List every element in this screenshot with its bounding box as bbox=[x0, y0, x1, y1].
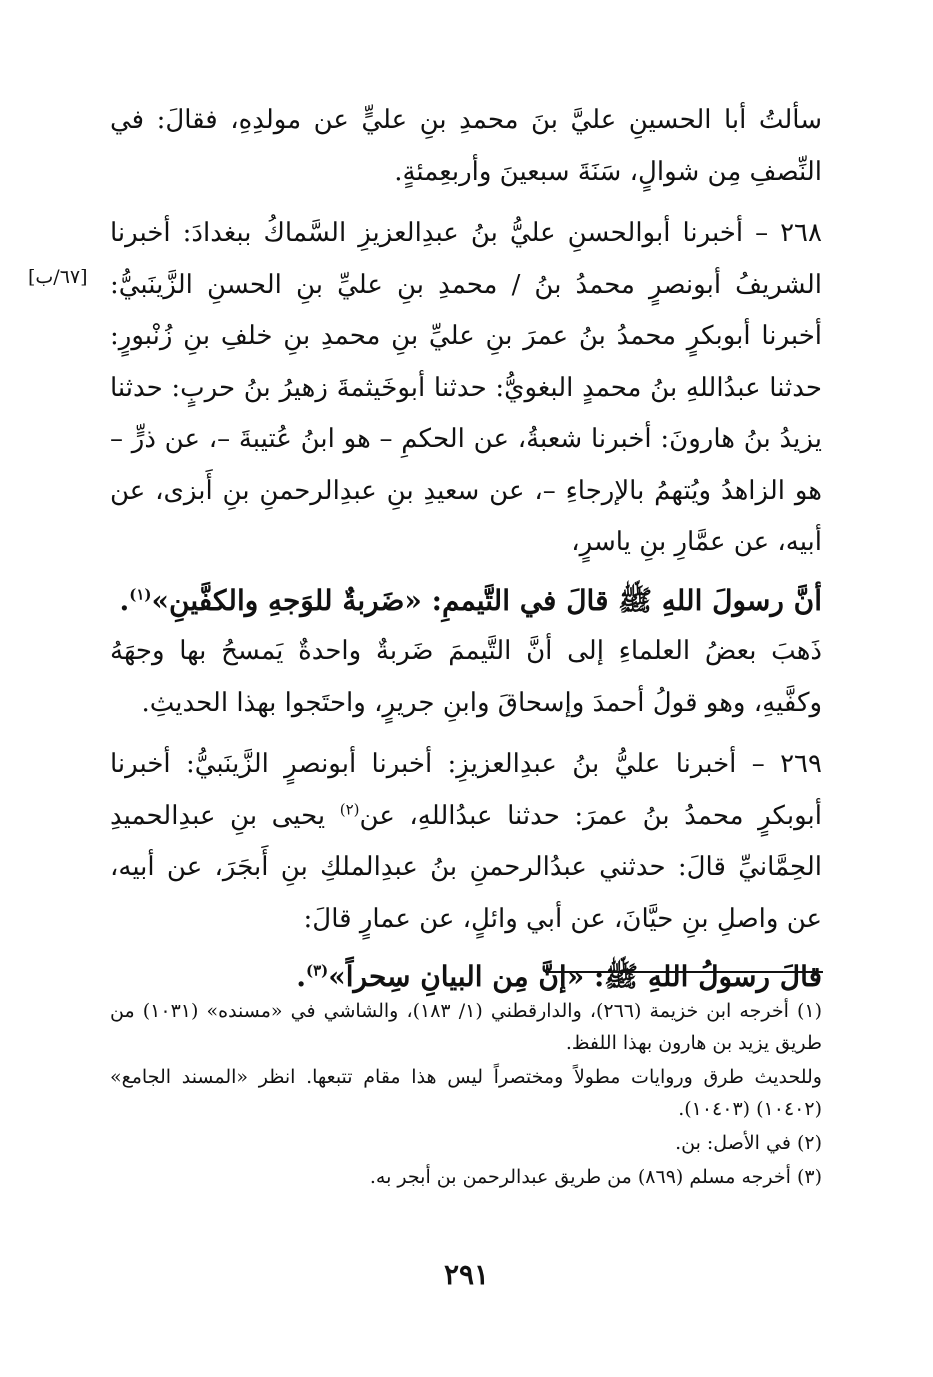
hadith-269-chain-b: يحيى بنِ عبدِالحميدِ الحِمَّانيِّ قالَ: حدثني عبدُالرحمنِ بنُ عبدِالملكِ بنِ أَبجَرَ، عن أبيه، عن واصلِ بنِ حيَّانَ، عن أبي وائلٍ، عن عمارٍ قالَ: bbox=[110, 800, 822, 934]
footnote-1: (١) أخرجه ابن خزيمة (٢٦٦)، والدارقطني (١/ ١٨٣)، والشاشي في «مسنده» (١٠٣١) من طريق يزيد بن هارون بهذا اللفظ. bbox=[110, 1000, 822, 1054]
footnote-2: (٢) في الأصل: بن. bbox=[675, 1132, 822, 1154]
page-number: ٢٩١ bbox=[443, 1258, 490, 1291]
footnote-3: (٣) أخرجه مسلم (٨٦٩) من طريق عبدالرحمن بن أبجر به. bbox=[369, 1166, 822, 1188]
footnote-separator bbox=[545, 971, 823, 973]
paragraph-commentary: ذَهبَ بعضُ العلماءِ إلى أنَّ التَّيممَ ضَربةٌ واحدةٌ يَمسحُ بها وجهَهُ وكفَّيهِ، وهو قولُ أحمدَ وإسحاقَ وابنِ جريرٍ، واحتَجوا بهذا الحديثِ. bbox=[110, 636, 822, 718]
footnote-marker-2: (٢) bbox=[339, 799, 360, 818]
hadith-268-quote: «ضَربةٌ للوَجهِ والكفَّينِ» bbox=[151, 583, 422, 617]
paragraph-hadith-269-chain bbox=[110, 739, 822, 945]
footnotes bbox=[110, 995, 822, 1193]
hadith-268-text bbox=[110, 575, 822, 627]
hadith-268-end: . bbox=[119, 583, 130, 617]
footnote-marker-3: (٣) bbox=[305, 961, 329, 980]
footnote-marker-1: (١) bbox=[129, 585, 152, 604]
hadith-269-end: . bbox=[296, 960, 306, 993]
hadith-269-quote: «إنَّ مِن البيانِ سِحراً» bbox=[328, 960, 585, 993]
main-text bbox=[110, 95, 822, 1003]
hadith-269-chain-a: ٢٦٩ – أخبرنا عليُّ بنُ عبدِالعزيزِ: أخبرنا أبونصرٍ الزَّينَبيُّ: أخبرنا أبوبكرٍ محمدُ بنُ عمرَ: حدثنا عبدُاللهِ، عن bbox=[110, 749, 822, 831]
paragraph-birth-date: سألتُ أبا الحسينِ عليَّ بنَ محمدِ بنِ عليٍّ عن مولدِهِ، فقالَ: في النِّصفِ مِن شوالٍ، سَنَةَ سبعينَ وأربعِمئةٍ. bbox=[110, 105, 822, 187]
margin-manuscript-reference: [٦٧/ب] bbox=[28, 266, 88, 288]
paragraph-hadith-268-chain: ٢٦٨ – أخبرنا أبوالحسنِ عليُّ بنُ عبدِالعزيزِ السَّماكُ ببغدادَ: أخبرنا الشريفُ أبونصرٍ محمدُ بنُ / محمدِ بنِ عليِّ بنِ الحسنِ الزَّينَبيُّ: أخبرنا أبوبكرٍ محمدُ بنُ عمرَ بنِ عليِّ بنِ محمدِ بنِ خلفِ بنِ زُنْبورٍ: حدثنا عبدُاللهِ بنُ محمدٍ البغويُّ: حدثنا أبوخَيثمةَ زهيرُ بنُ حربٍ: حدثنا يزيدُ بنُ هارونَ: أخبرنا شعبةُ، عن الحكمِ – هو ابنُ عُتيبةَ –، عن ذرٍّ – هو الزاهدُ ويُتهمُ بالإرجاءِ –، عن سعيدِ بنِ عبدِالرحمنِ بنِ أَبزى، عن أبيه، عن عمَّارِ بنِ ياسرٍ، bbox=[110, 218, 822, 557]
hadith-268-lead: أنَّ رسولَ اللهِ ﷺ قالَ في التَّيممِ: bbox=[421, 583, 822, 617]
hadith-269-lead: قالَ رسولُ اللهِ ﷺ: bbox=[584, 960, 822, 993]
footnote-1-continued: وللحديث طرق وروايات مطولاً ومختصراً ليس هذا مقام تتبعها. انظر «المسند الجامع» (١٠٤٠٢) (١٠٤٠٣). bbox=[110, 1066, 822, 1120]
